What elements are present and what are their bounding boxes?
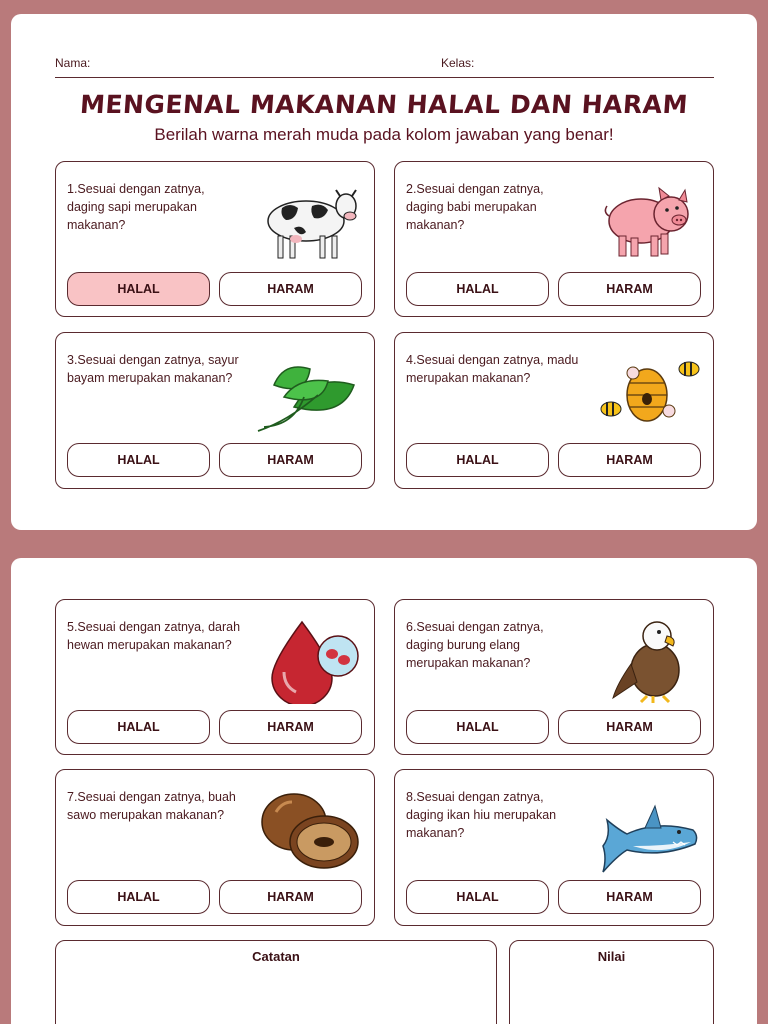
halal-button[interactable]: HALAL <box>67 880 210 914</box>
pig-icon <box>593 176 703 266</box>
page-subtitle: Berilah warna merah muda pada kolom jawaban yang benar! <box>154 125 614 144</box>
haram-button[interactable]: HARAM <box>558 443 701 477</box>
question-text: 2.Sesuai dengan zatnya, daging babi merupakan makanan? <box>406 182 544 232</box>
shark-icon <box>593 784 703 874</box>
beehive-icon <box>593 347 703 437</box>
halal-button[interactable]: HALAL <box>67 272 210 306</box>
worksheet-page-1 <box>11 14 757 530</box>
haram-button[interactable]: HARAM <box>219 880 362 914</box>
page-title: MENGENAL MAKANAN HALAL DAN HARAM <box>79 90 689 119</box>
haram-button[interactable]: HARAM <box>558 710 701 744</box>
cow-icon <box>254 176 364 266</box>
question-text: 1.Sesuai dengan zatnya, daging sapi merupakan makanan? <box>67 182 205 232</box>
class-label: Kelas: <box>441 56 475 70</box>
blood-drop-icon <box>254 614 364 704</box>
notes-label: Catatan <box>252 949 300 964</box>
halal-button[interactable]: HALAL <box>67 443 210 477</box>
question-text: 3.Sesuai dengan zatnya, sayur bayam merupakan makanan? <box>67 353 239 385</box>
question-card-2 <box>394 161 714 317</box>
haram-button[interactable]: HARAM <box>219 443 362 477</box>
question-text: 8.Sesuai dengan zatnya, daging ikan hiu merupakan makanan? <box>406 790 557 840</box>
notes-box[interactable] <box>55 940 497 1024</box>
worksheet-page-2 <box>11 558 757 1024</box>
question-text: 6.Sesuai dengan zatnya, daging burung elang merupakan makanan? <box>406 620 544 670</box>
haram-button[interactable]: HARAM <box>219 710 362 744</box>
halal-button[interactable]: HALAL <box>406 880 549 914</box>
spinach-icon <box>254 347 364 437</box>
eagle-icon <box>593 614 703 704</box>
header-row <box>55 54 714 78</box>
haram-button[interactable]: HARAM <box>219 272 362 306</box>
question-card-6 <box>394 599 714 755</box>
haram-button[interactable]: HARAM <box>558 272 701 306</box>
halal-button[interactable]: HALAL <box>406 272 549 306</box>
question-card-7 <box>55 769 375 926</box>
question-card-1 <box>55 161 375 317</box>
name-label: Nama: <box>55 56 91 70</box>
question-card-8 <box>394 769 714 926</box>
question-card-4 <box>394 332 714 489</box>
question-card-3 <box>55 332 375 489</box>
question-text: 5.Sesuai dengan zatnya, darah hewan merupakan makanan? <box>67 620 241 652</box>
question-text: 7.Sesuai dengan zatnya, buah sawo merupakan makanan? <box>67 790 236 822</box>
haram-button[interactable]: HARAM <box>558 880 701 914</box>
halal-button[interactable]: HALAL <box>406 443 549 477</box>
score-box[interactable] <box>509 940 714 1024</box>
sapodilla-icon <box>254 784 364 874</box>
score-label: Nilai <box>597 949 626 964</box>
halal-button[interactable]: HALAL <box>67 710 210 744</box>
question-card-5 <box>55 599 375 755</box>
question-text: 4.Sesuai dengan zatnya, madu merupakan makanan? <box>406 353 579 385</box>
halal-button[interactable]: HALAL <box>406 710 549 744</box>
